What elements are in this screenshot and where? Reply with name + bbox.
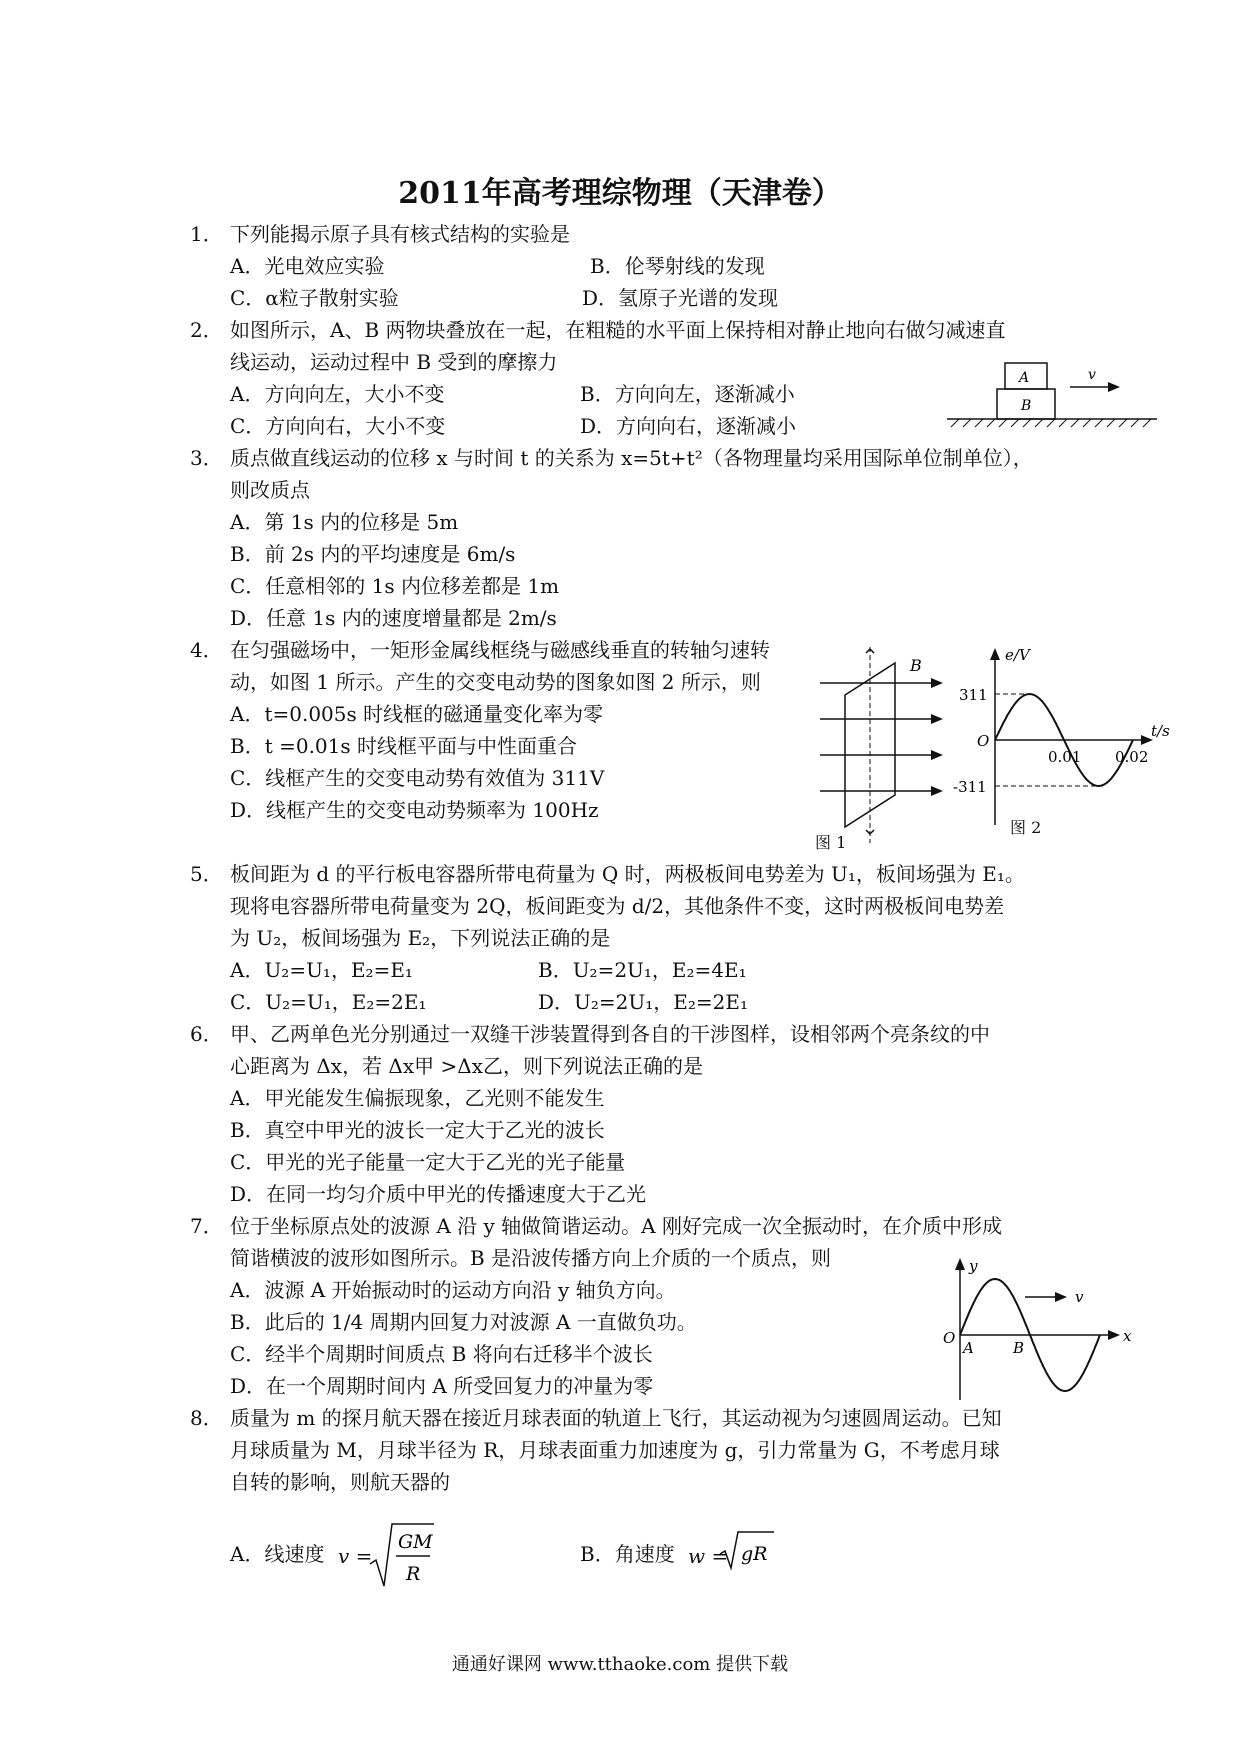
question-7-line-2: 简谐横波的波形如图所示。B 是沿波传播方向上介质的一个质点，则 (230, 1246, 832, 1270)
q2-option-c: C．方向向右，大小不变 (230, 414, 446, 438)
q7-option-c: C．经半个周期时间质点 B 将向右迁移半个波长 (230, 1342, 653, 1366)
page-title: 2011年高考理综物理（天津卷） (398, 176, 842, 211)
y-min-label: -311 (953, 778, 987, 796)
origin-label: O (977, 732, 990, 750)
figure-1-caption: 图 1 (815, 833, 847, 852)
fraction-denominator: R (406, 1563, 421, 1585)
y-max-label: 311 (959, 686, 988, 704)
page-footer: 通通好课网 www.tthaoke.com 提供下载 (451, 1654, 789, 1675)
q2-option-a: A．方向向左，大小不变 (230, 382, 445, 406)
q5-option-c: C．U₂=U₁，E₂=2E₁ (230, 990, 427, 1014)
wave-velocity-arrow-head (1055, 1292, 1067, 1302)
q6-option-a: A．甲光能发生偏振现象，乙光则不能发生 (230, 1086, 605, 1110)
q6-option-b: B．真空中甲光的波长一定大于乙光的波长 (230, 1118, 605, 1142)
q1-option-b: B．伦琴射线的发现 (590, 254, 765, 278)
question-8-line-1: 质量为 m 的探月航天器在接近月球表面的轨道上飞行，其运动视为匀速圆周运动。已知 (230, 1406, 1002, 1430)
block-a-label: A (1019, 370, 1030, 386)
q4-figure-2-emf-graph (953, 640, 1175, 830)
wave-x-axis-arrow (1108, 1330, 1120, 1340)
velocity-arrow-head (1108, 382, 1120, 392)
question-8-line-2: 月球质量为 M，月球半径为 R，月球表面重力加速度为 g，引力常量为 G，不考虑月球 (230, 1438, 1000, 1462)
q7-option-d: D．在一个周期时间内 A 所受回复力的冲量为零 (230, 1374, 654, 1398)
question-6-line-2: 心距离为 Δx，若 Δx甲 >Δx乙，则下列说法正确的是 (230, 1054, 703, 1078)
question-7-line-1: 位于坐标原点处的波源 A 沿 y 轴做简谐运动。A 刚好完成一次全振动时，在介质中形成 (230, 1214, 1002, 1238)
question-1-text: 下列能揭示原子具有核式结构的实验是 (230, 222, 570, 246)
particle-b-label: B (1013, 1339, 1025, 1357)
fraction-numerator: GM (398, 1531, 433, 1553)
wave-source-a-label: A (963, 1339, 974, 1357)
wave-origin-label: O (943, 1329, 956, 1347)
q6-option-c: C．甲光的光子能量一定大于乙光的光子能量 (230, 1150, 626, 1174)
wave-velocity-label: v (1075, 1288, 1084, 1306)
q4-option-c: C．线框产生的交变电动势有效值为 311V (230, 766, 605, 790)
q3-option-c: C．任意相邻的 1s 内位移差都是 1m (230, 574, 560, 598)
question-5-line-1: 板间距为 d 的平行板电容器所带电荷量为 Q 时，两极板间电势差为 U₁，板间场强为 E₁。 (230, 862, 1025, 886)
velocity-label: v (1088, 367, 1096, 383)
question-6-number: 6． (190, 1022, 223, 1046)
wave-y-label: y (969, 1257, 978, 1275)
q3-option-d: D．任意 1s 内的速度增量都是 2m/s (230, 606, 557, 630)
q7-wave-figure (925, 1255, 1145, 1405)
question-2-line-1: 如图所示，A、B 两物块叠放在一起，在粗糙的水平面上保持相对静止地向右做匀减速直 (230, 318, 1006, 342)
question-1-number: 1． (190, 222, 223, 246)
q7-option-b: B．此后的 1/4 周期内回复力对波源 A 一直做负功。 (230, 1310, 697, 1334)
q1-option-a: A．光电效应实验 (230, 254, 385, 278)
question-5-number: 5． (190, 862, 223, 886)
q4-option-b: B．t =0.01s 时线框平面与中性面重合 (230, 734, 578, 758)
question-8-number: 8． (190, 1406, 223, 1430)
q1-option-d: D．氢原子光谱的发现 (582, 286, 779, 310)
y-axis-arrow (990, 648, 1000, 660)
q4-option-a: A．t=0.005s 时线框的磁通量变化率为零 (230, 702, 604, 726)
q2-option-d: D．方向向右，逐渐减小 (580, 414, 797, 438)
q2-option-b: B．方向向左，逐渐减小 (580, 382, 795, 406)
ground-hatch (951, 419, 1151, 427)
question-7-number: 7． (190, 1214, 223, 1238)
q8-option-a-var: v = (338, 1544, 373, 1568)
question-8-line-3: 自转的影响，则航天器的 (230, 1470, 450, 1494)
q7-option-a: A．波源 A 开始振动时的运动方向沿 y 轴负方向。 (230, 1278, 676, 1302)
question-3-line-2: 则改质点 (230, 478, 310, 502)
q5-option-d: D．U₂=2U₁，E₂=2E₁ (538, 990, 748, 1014)
wave-y-axis-arrow (955, 1258, 965, 1270)
question-3-line-1: 质点做直线运动的位移 x 与时间 t 的关系为 x=5t+t²（各物理量均采用国际单位制单位）， (230, 446, 1033, 470)
q4-figure-1-magnetic-field (810, 645, 960, 845)
y-axis-label: e/V (1005, 646, 1030, 664)
q8-option-b-label: B．角速度 (580, 1542, 675, 1566)
x-tick-0-02: 0.02 (1115, 748, 1149, 766)
q5-option-b: B．U₂=2U₁，E₂=4E₁ (538, 958, 747, 982)
q6-option-d: D．在同一均匀介质中甲光的传播速度大于乙光 (230, 1182, 647, 1206)
question-6-line-1: 甲、乙两单色光分别通过一双缝干涉装置得到各自的干涉图样，设相邻两个亮条纹的中 (230, 1022, 990, 1046)
question-4-line-1: 在匀强磁场中，一矩形金属线框绕与磁感线垂直的转轴匀速转 (230, 638, 770, 662)
figure-2-caption: 图 2 (1010, 818, 1042, 837)
question-5-line-2: 现将电容器所带电荷量变为 2Q，板间距变为 d/2，其他条件不变，这时两极板间电势差 (230, 894, 1005, 918)
question-4-line-2: 动，如图 1 所示。产生的交变电动势的图象如图 2 所示，则 (230, 670, 761, 694)
question-2-line-2: 线运动，运动过程中 B 受到的摩擦力 (230, 350, 558, 374)
wave-x-label: x (1123, 1327, 1132, 1345)
block-b-label: B (1021, 398, 1032, 414)
question-4-number: 4． (190, 638, 223, 662)
field-b-label: B (910, 656, 922, 675)
question-3-number: 3． (190, 446, 223, 470)
q1-option-c: C．α粒子散射实验 (230, 286, 399, 310)
field-lines (820, 683, 935, 791)
question-2-number: 2． (190, 318, 223, 342)
q4-option-d: D．线框产生的交变电动势频率为 100Hz (230, 798, 599, 822)
field-arrowheads (931, 678, 943, 796)
sqrt-radicand: gR (741, 1543, 768, 1565)
x-axis-label: t/s (1151, 722, 1170, 740)
x-tick-0-01: 0.01 (1048, 748, 1082, 766)
q3-option-b: B．前 2s 内的平均速度是 6m/s (230, 542, 516, 566)
q3-option-a: A．第 1s 内的位移是 5m (230, 510, 459, 534)
q8-option-b-sqrt (718, 1528, 778, 1572)
q8-option-b-var: w = (688, 1544, 729, 1568)
question-5-line-3: 为 U₂，板间场强为 E₂，下列说法正确的是 (230, 926, 611, 950)
q8-option-a-sqrt-fraction (368, 1520, 438, 1592)
q2-block-figure (945, 355, 1165, 445)
q8-option-a-label: A．线速度 (230, 1542, 325, 1566)
q5-option-a: A．U₂=U₁，E₂=E₁ (230, 958, 413, 982)
